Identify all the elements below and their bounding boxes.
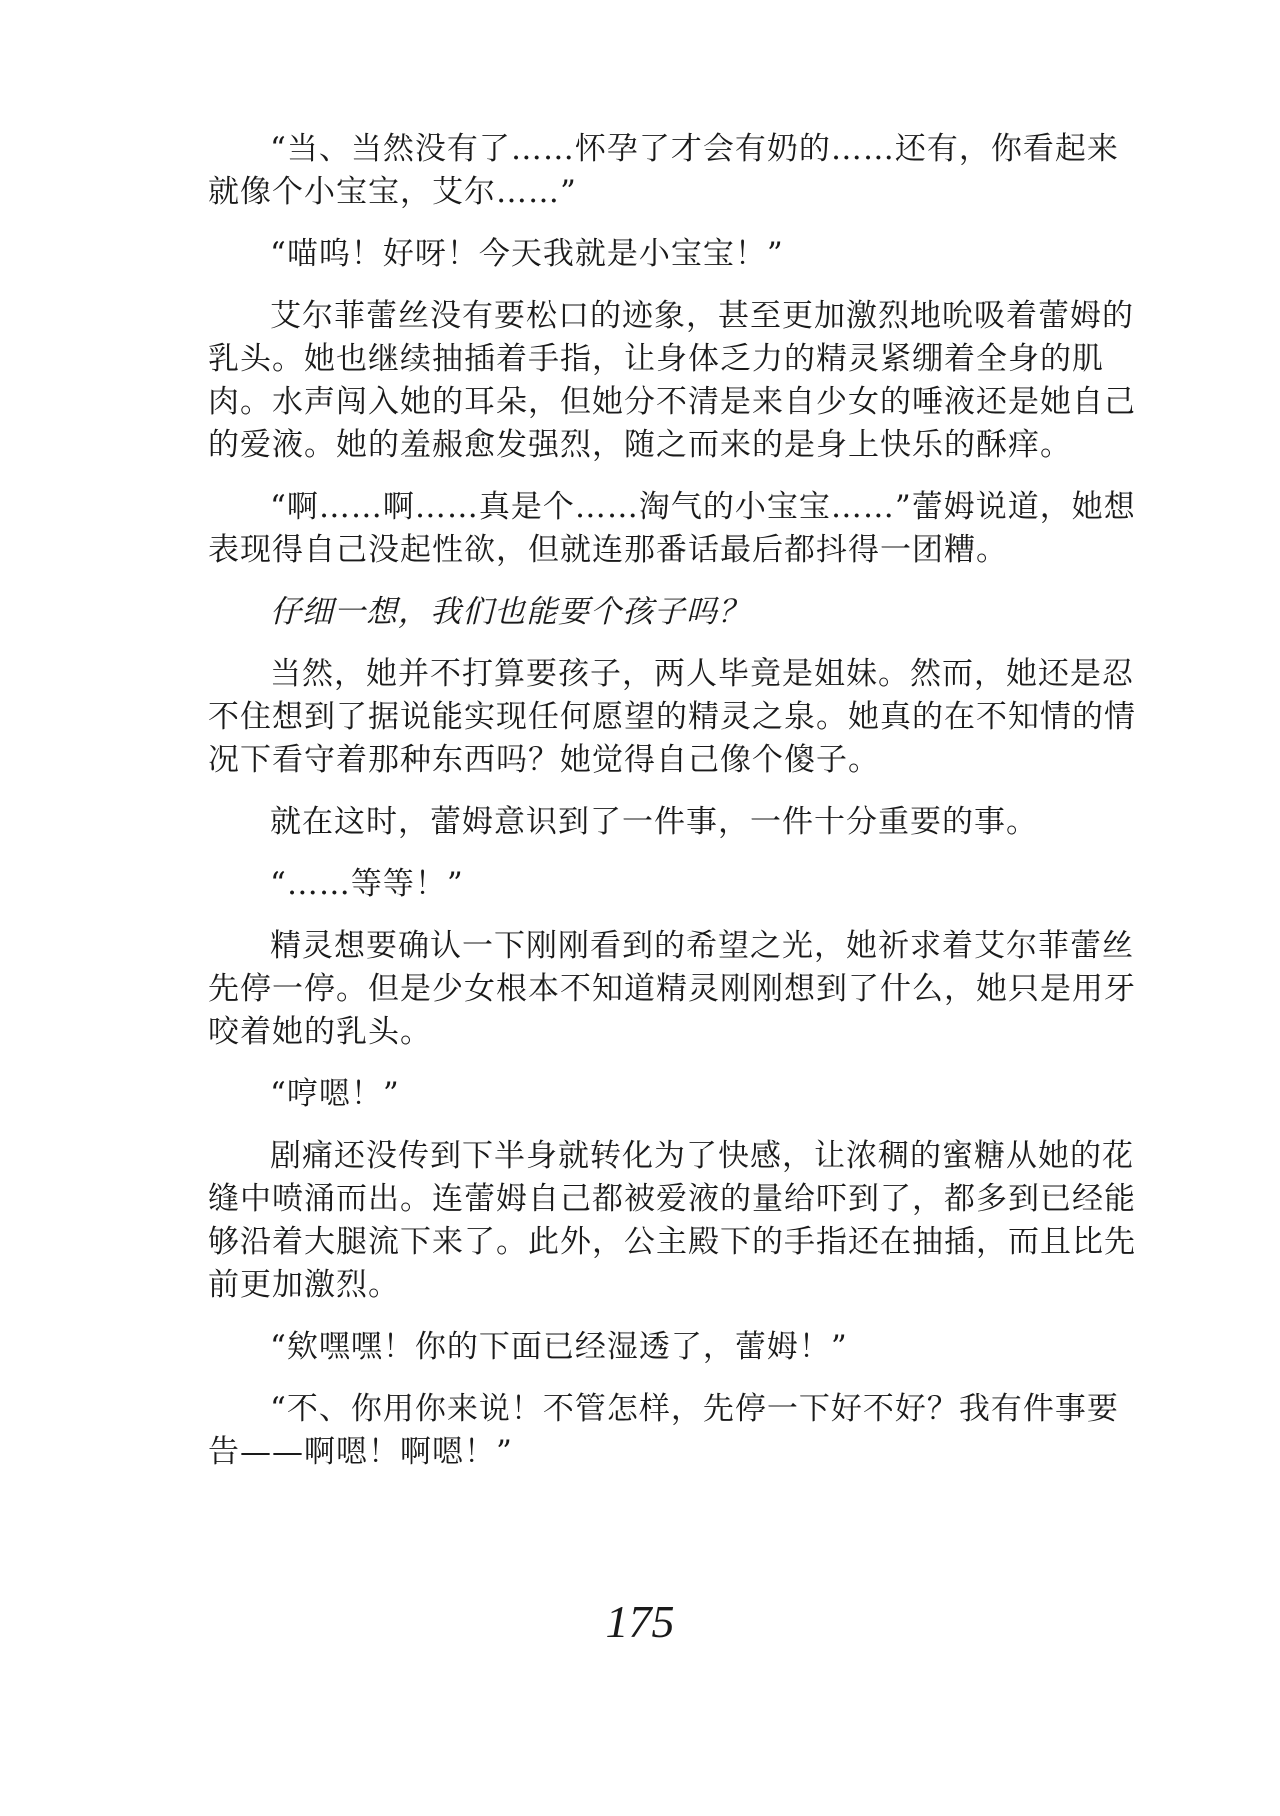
paragraph: 精灵想要确认一下刚刚看到的希望之光，她祈求着艾尔菲蕾丝先停一停。但是少女根本不知道精灵刚刚想到了什么，她只是用牙咬着她的乳头。: [208, 928, 1136, 1050]
paragraph: “……等等！”: [270, 866, 464, 902]
body-text: [208, 128, 1136, 1493]
paragraph: 剧痛还没传到下半身就转化为了快感，让浓稠的蜜糖从她的花缝中喷涌而出。连蕾姆自己都被爱液的量给吓到了，都多到已经能够沿着大腿流下来了。此外，公主殿下的手指还在抽插，而且比先前更加激烈。: [208, 1138, 1136, 1303]
paragraph: “欸嘿嘿！你的下面已经湿透了，蕾姆！”: [270, 1329, 848, 1365]
paragraph: “当、当然没有了……怀孕了才会有奶的……还有，你看起来就像个小宝宝，艾尔……”: [208, 131, 1119, 210]
italic-thought-paragraph: 仔细一想，我们也能要个孩子吗？: [270, 594, 750, 630]
paragraph: “啊……啊……真是个……淘气的小宝宝……”蕾姆说道，她想表现得自己没起性欲，但就连那番话最后都抖得一团糟。: [208, 489, 1136, 568]
paragraph: 就在这时，蕾姆意识到了一件事，一件十分重要的事。: [270, 804, 1038, 840]
paragraph: 当然，她并不打算要孩子，两人毕竟是姐妹。然而，她还是忍不住想到了据说能实现任何愿望的精灵之泉。她真的在不知情的情况下看守着那种东西吗？她觉得自己像个傻子。: [208, 656, 1136, 778]
paragraph: 艾尔菲蕾丝没有要松口的迹象，甚至更加激烈地吮吸着蕾姆的乳头。她也继续抽插着手指，让身体乏力的精灵紧绷着全身的肌肉。水声闯入她的耳朵，但她分不清是来自少女的唾液还是她自己的爱液。她的羞赧愈发强烈，随之而来的是身上快乐的酥痒。: [208, 298, 1136, 463]
page-number: 175: [605, 1596, 675, 1647]
paragraph: “不、你用你来说！不管怎样，先停一下好不好？我有件事要告——啊嗯！啊嗯！”: [208, 1391, 1119, 1470]
paragraph: “哼嗯！”: [270, 1076, 400, 1112]
paragraph: “喵呜！好呀！今天我就是小宝宝！”: [270, 236, 784, 272]
